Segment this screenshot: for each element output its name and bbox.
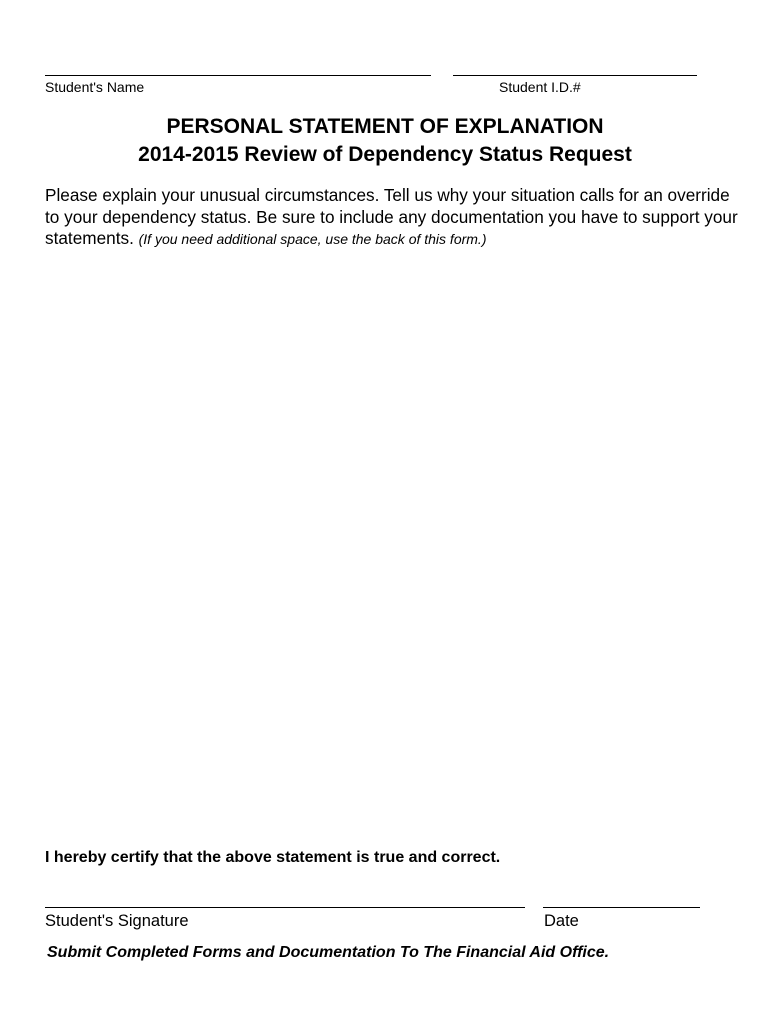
student-id-label: Student I.D.#	[499, 79, 581, 95]
signature-line[interactable]	[45, 907, 525, 908]
instructions-paragraph	[45, 185, 745, 251]
student-id-line[interactable]	[453, 75, 697, 76]
date-line[interactable]	[543, 907, 700, 908]
instructions-note: (If you need additional space, use the back of this form.)	[138, 231, 487, 247]
submit-instructions: Submit Completed Forms and Documentation To The Financial Aid Office.	[47, 944, 610, 961]
certification-statement: I hereby certify that the above statement is true and correct.	[45, 849, 501, 866]
student-name-line[interactable]	[45, 75, 431, 76]
statement-area[interactable]	[45, 262, 725, 832]
student-name-label: Student's Name	[45, 79, 145, 95]
signature-label: Student's Signature	[45, 912, 189, 930]
form-title: PERSONAL STATEMENT OF EXPLANATION	[166, 115, 604, 138]
date-label: Date	[544, 912, 579, 930]
form-subtitle: 2014-2015 Review of Dependency Status Request	[138, 143, 632, 166]
instructions-text: Please explain your unusual circumstances. Tell us why your situation calls for an override to your dependency status. Be sure to include any documentation you have to support your statements.	[45, 185, 738, 248]
